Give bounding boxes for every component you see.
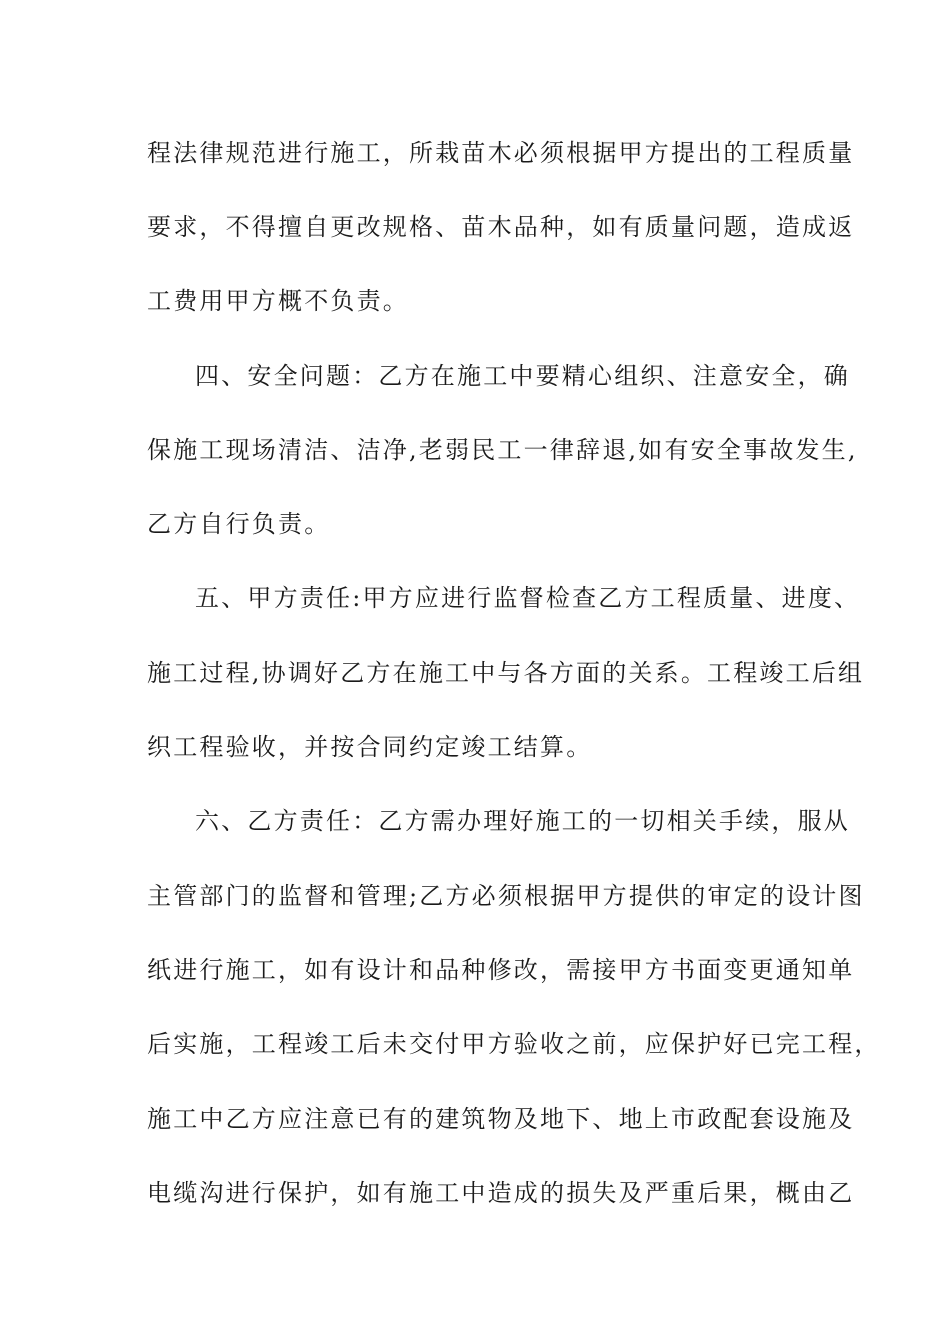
text-line: 程法律规范进行施工，所栽苗木必须根据甲方提出的工程质量 [147, 139, 855, 167]
text-line: 后实施，工程竣工后未交付甲方验收之前，应保护好已完工程， [147, 1030, 881, 1058]
text-line: 电缆沟进行保护，如有施工中造成的损失及严重后果，概由乙 [147, 1179, 855, 1207]
paragraph-heading-line: 六、乙方责任：乙方需办理好施工的一切相关手续，服从 [195, 807, 850, 835]
text-line: 施工过程,协调好乙方在施工中与各方面的关系。工程竣工后组 [147, 659, 865, 687]
text-line: 保施工现场清洁、洁净,老弱民工一律辞退,如有安全事故发生, [147, 436, 858, 464]
text-line: 乙方自行负责。 [147, 510, 331, 538]
text-line: 工费用甲方概不负责。 [147, 287, 409, 315]
paragraph-heading-line: 四、安全问题：乙方在施工中要精心组织、注意安全，确 [195, 362, 850, 390]
text-line: 纸进行施工，如有设计和品种修改，需接甲方书面变更通知单 [147, 956, 855, 984]
text-line: 施工中乙方应注意已有的建筑物及地下、地上市政配套设施及 [147, 1105, 855, 1133]
text-line: 主管部门的监督和管理;乙方必须根据甲方提供的审定的设计图 [147, 882, 865, 910]
text-line: 要求，不得擅自更改规格、苗木品种，如有质量问题，造成返 [147, 213, 855, 241]
paragraph-heading-line: 五、甲方责任:甲方应进行监督检查乙方工程质量、进度、 [195, 584, 861, 612]
text-line: 织工程验收，并按合同约定竣工结算。 [147, 733, 593, 761]
